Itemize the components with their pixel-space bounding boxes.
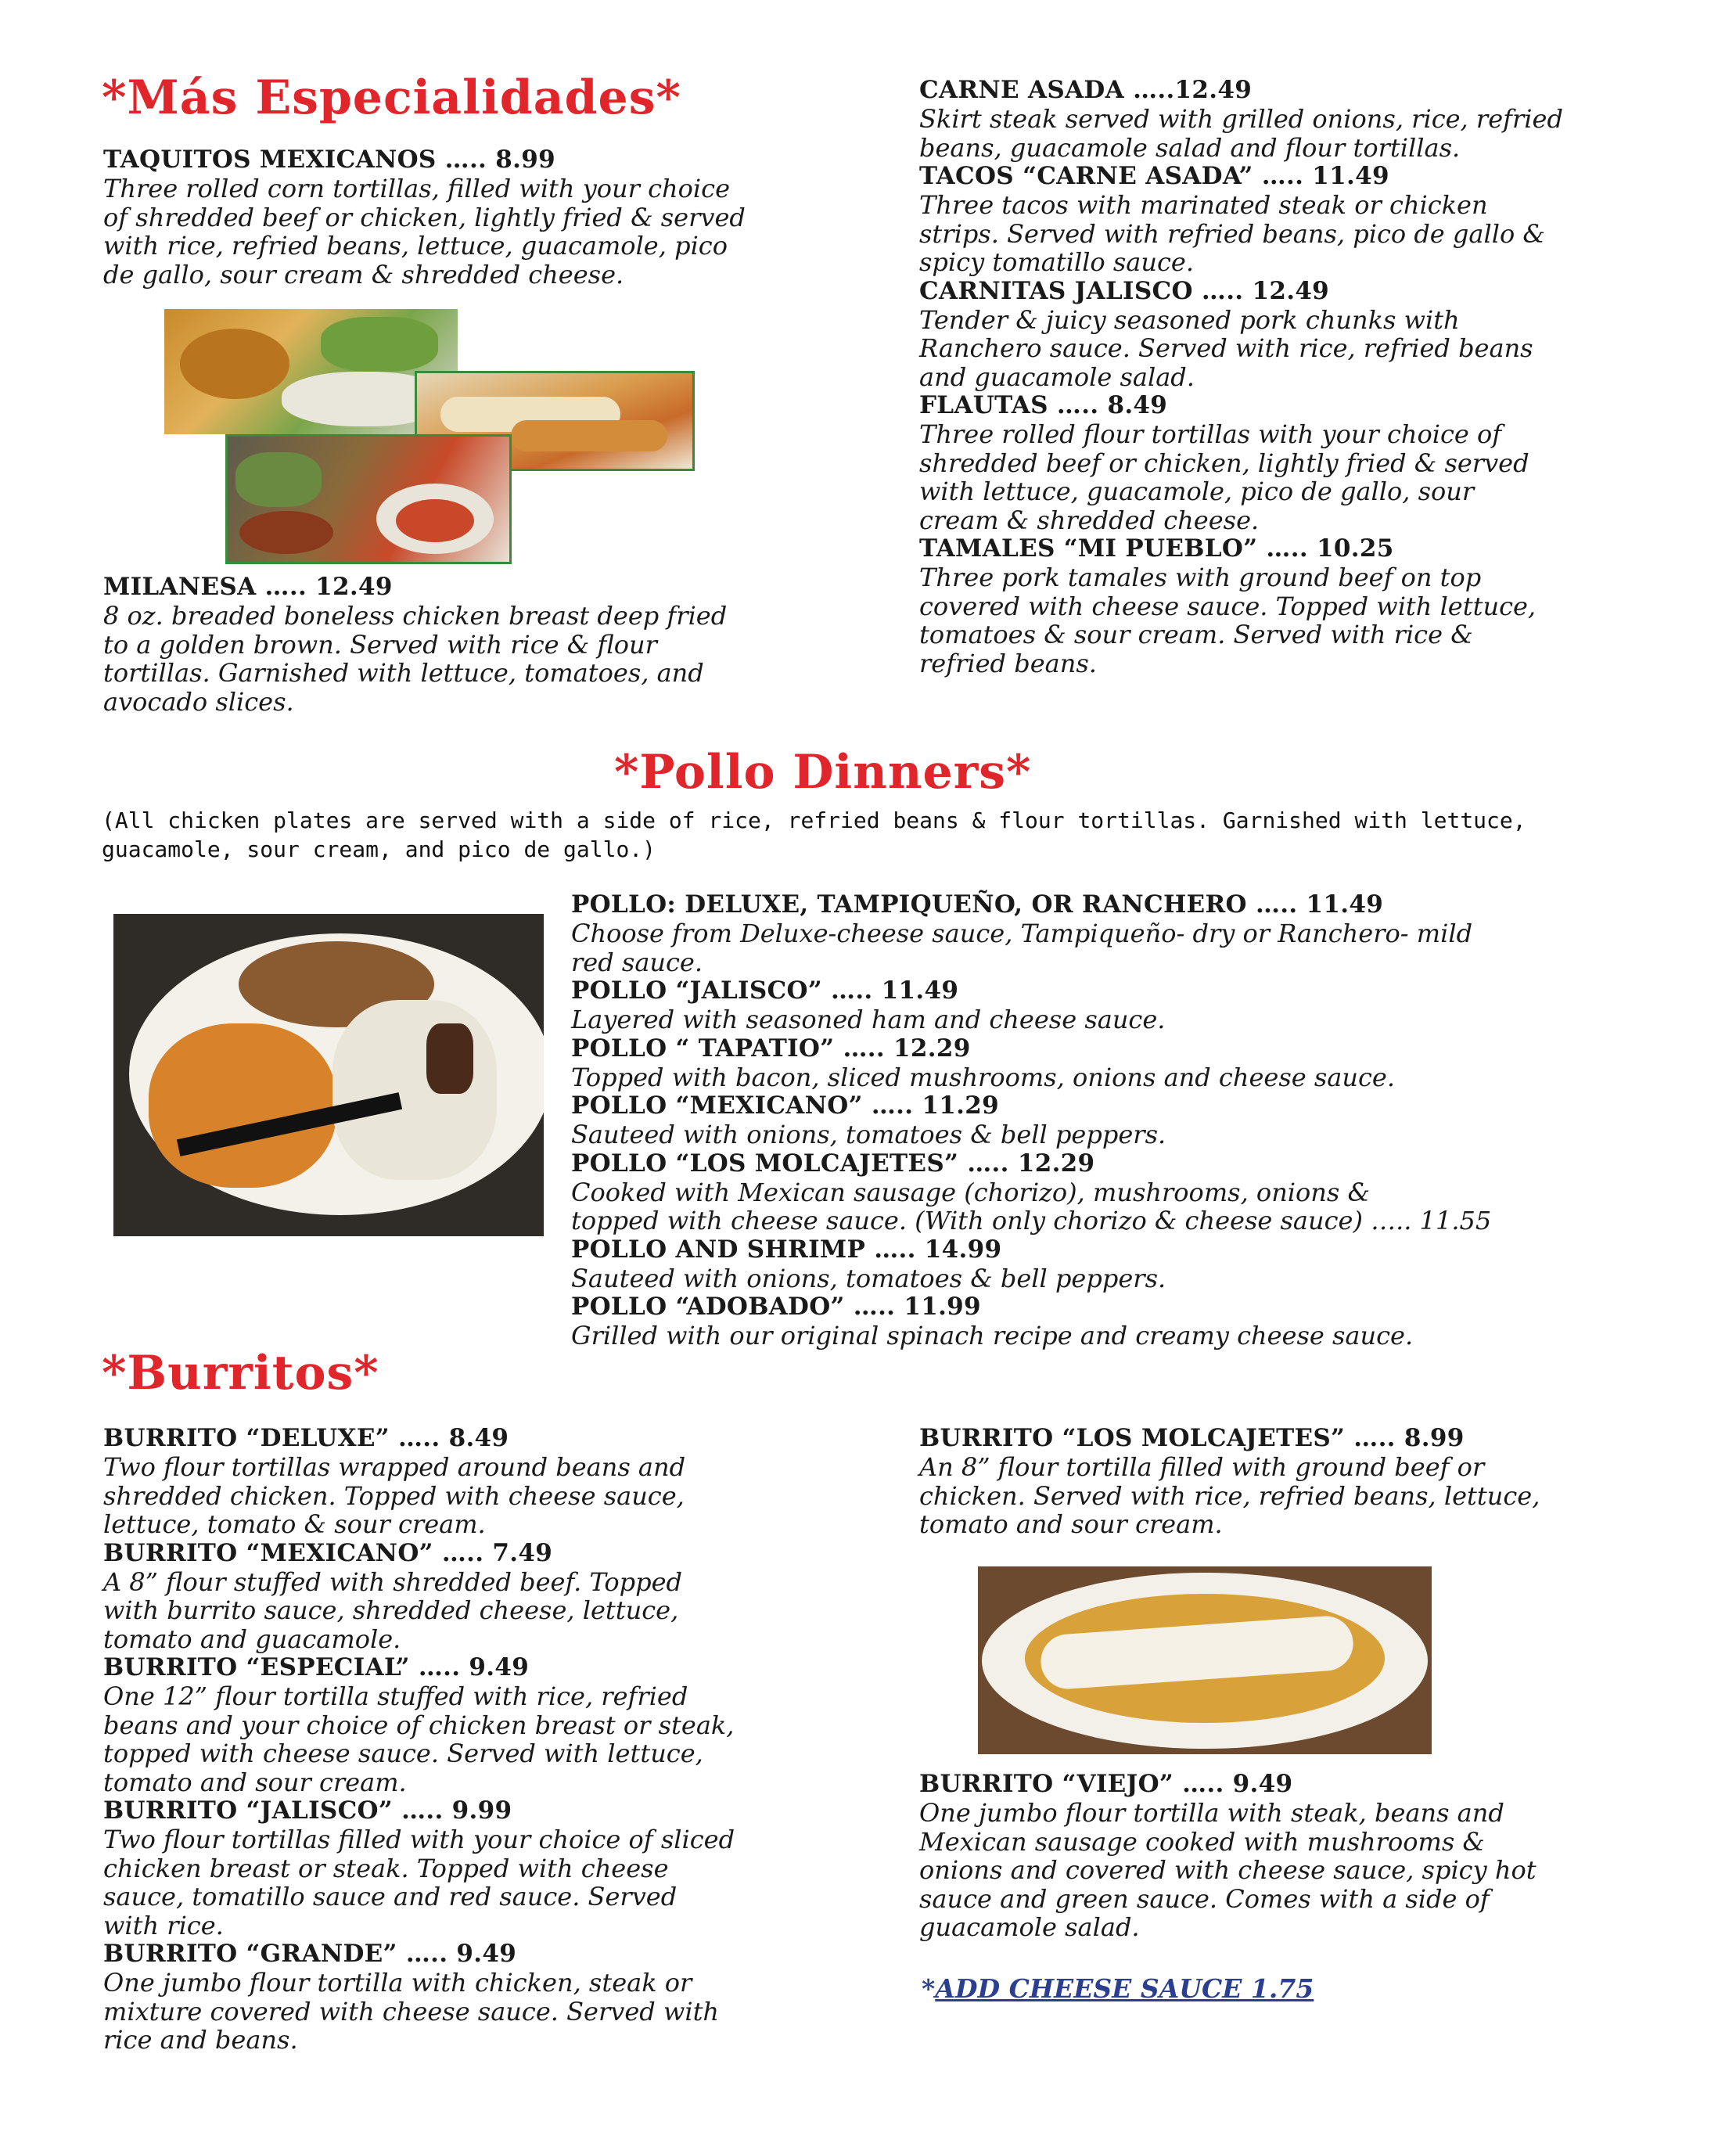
item-desc: Choose from Deluxe-cheese sauce, Tampiqueño- dry or Ranchero- mild red sauce. <box>571 919 1473 977</box>
item-title: FLAUTAS ….. 8.49 <box>919 391 1168 419</box>
item-desc: Skirt steak served with grilled onions, rice, refried beans, guacamole salad and flour tortillas. <box>919 104 1563 163</box>
item-title: BURRITO “DELUXE” ….. 8.49 <box>103 1424 509 1452</box>
item-desc: Three tacos with marinated steak or chicken strips. Served with refried beans, pico de gallo & spicy tomatillo sauce. <box>919 190 1545 277</box>
burritos-right-top <box>919 1424 1702 1539</box>
section-title-burritos: *Burritos* <box>102 1346 379 1401</box>
item-desc: Three rolled corn tortillas, filled with your choice of shredded beef or chicken, lightly fried & served with rice, refried beans, lettuce, guacamole, pico de gallo, sour cream & shredded cheese. <box>103 174 746 290</box>
menu-item <box>919 1424 1702 1539</box>
item-title: BURRITO “GRANDE” ….. 9.49 <box>103 1940 517 1968</box>
item-desc: Three pork tamales with ground beef on top covered with cheese sauce. Topped with lettuce, tomatoes & sour cream. Served with rice & refried beans. <box>919 563 1537 678</box>
pollo-items <box>571 890 1713 1350</box>
burritos-right-bottom <box>919 1770 1702 1942</box>
section-title-especialidades: *Más Especialidades* <box>102 70 681 125</box>
menu-item <box>103 1940 854 2055</box>
menu-item <box>571 890 1713 976</box>
item-title: POLLO “ADOBADO” ….. 11.99 <box>571 1293 981 1321</box>
item-desc: Grilled with our original spinach recipe and creamy cheese sauce. <box>571 1321 1414 1350</box>
item-title: BURRITO “LOS MOLCAJETES” ….. 8.99 <box>919 1424 1465 1452</box>
especialidades-left-top <box>103 146 854 289</box>
item-desc: One jumbo flour tortilla with chicken, steak or mixture covered with cheese sauce. Served with rice and beans. <box>103 1968 720 2055</box>
menu-item <box>571 1091 1713 1149</box>
menu-item <box>919 162 1702 277</box>
menu-item <box>919 277 1702 392</box>
item-desc: Two flour tortillas wrapped around beans and shredded chicken. Topped with cheese sauce, lettuce, tomato & sour cream. <box>103 1452 686 1539</box>
especialidades-left-bottom <box>103 573 854 716</box>
menu-item <box>103 1796 854 1940</box>
menu-item <box>103 1653 854 1796</box>
menu-item <box>919 391 1702 534</box>
item-desc: A 8” flour stuffed with shredded beef. Topped with burrito sauce, shredded cheese, lettuce, tomato and guacamole. <box>103 1566 683 1654</box>
menu-item <box>919 1770 1702 1942</box>
pollo-photo <box>113 914 544 1236</box>
menu-item <box>919 76 1702 162</box>
taquitos-photo <box>164 309 458 434</box>
menu-item <box>103 573 854 716</box>
burritos-left <box>103 1424 854 2055</box>
item-title: POLLO “LOS MOLCAJETES” ….. 12.29 <box>571 1149 1095 1178</box>
menu-item <box>103 146 854 289</box>
item-title: BURRITO “ESPECIAL” ….. 9.49 <box>103 1653 530 1681</box>
add-cheese-sauce-link[interactable] <box>922 1973 1314 2004</box>
item-desc: Two flour tortillas filled with your choice of sliced chicken breast or steak. Topped with cheese sauce, tomatillo sauce and red sauce. Served with rice. <box>103 1825 735 1940</box>
item-desc: An 8” flour tortilla filled with ground beef or chicken. Served with rice, refried beans, lettuce, tomato and sour cream. <box>919 1452 1540 1539</box>
menu-item <box>103 1424 854 1539</box>
menu-item <box>103 1539 854 1654</box>
item-desc: Sauteed with onions, tomatoes & bell peppers. <box>571 1263 1166 1293</box>
item-title: MILANESA ….. 12.49 <box>103 573 393 601</box>
item-desc: Sauteed with onions, tomatoes & bell peppers. <box>571 1120 1166 1149</box>
tamales-photo <box>225 434 512 564</box>
item-desc: Layered with seasoned ham and cheese sauce. <box>571 1005 1166 1034</box>
item-desc: Three rolled flour tortillas with your choice of shredded beef or chicken, lightly fried & served with lettuce, guacamole, pico de gallo, sour cream & shredded cheese. <box>919 419 1529 535</box>
addon-star: * <box>922 1973 936 2004</box>
especialidades-right <box>919 76 1702 678</box>
pollo-note: (All chicken plates are served with a side of rice, refried beans & flour tortillas. Garnished with lettuce, guacamole, sour cream, and pico de gallo.) <box>102 807 1526 862</box>
item-desc: 8 oz. breaded boneless chicken breast deep fried to a golden brown. Served with rice & flour tortillas. Garnished with lettuce, tomatoes, and avocado slices. <box>103 601 728 717</box>
item-title: BURRITO “MEXICANO” ….. 7.49 <box>103 1538 553 1567</box>
menu-item <box>571 976 1713 1034</box>
item-desc: Topped with bacon, sliced mushrooms, onions and cheese sauce. <box>571 1062 1395 1092</box>
item-desc: Cooked with Mexican sausage (chorizo), mushrooms, onions & topped with cheese sauce. (With only chorizo & cheese sauce) ….. 11.55 <box>571 1177 1492 1235</box>
addon-text: ADD CHEESE SAUCE 1.75 <box>935 1973 1314 2004</box>
item-title: POLLO AND SHRIMP ….. 14.99 <box>571 1235 1002 1264</box>
item-title: POLLO “JALISCO” ….. 11.49 <box>571 976 959 1005</box>
item-title: TAQUITOS MEXICANOS ….. 8.99 <box>103 146 555 174</box>
item-title: BURRITO “JALISCO” ….. 9.99 <box>103 1796 512 1825</box>
menu-item <box>571 1149 1713 1235</box>
item-title: POLLO “ TAPATIO” ….. 12.29 <box>571 1034 971 1063</box>
item-title: BURRITO “VIEJO” ….. 9.49 <box>919 1770 1293 1798</box>
menu-item <box>571 1034 1713 1092</box>
item-title: POLLO: DELUXE, TAMPIQUEÑO, OR RANCHERO ….. 11.49 <box>571 890 1384 919</box>
burrito-photo <box>978 1566 1432 1754</box>
menu-item <box>919 534 1702 678</box>
item-title: TAMALES “MI PUEBLO” ….. 10.25 <box>919 534 1394 563</box>
item-desc: One 12” flour tortilla stuffed with rice, refried beans and your choice of chicken breast or steak, topped with cheese sauce. Served with lettuce, tomato and sour cream. <box>103 1681 735 1797</box>
item-title: CARNITAS JALISCO ….. 12.49 <box>919 276 1330 305</box>
menu-item <box>571 1293 1713 1350</box>
item-title: CARNE ASADA …..12.49 <box>919 76 1253 104</box>
menu-item <box>571 1235 1713 1293</box>
item-desc: Tender & juicy seasoned pork chunks with Ranchero sauce. Served with rice, refried beans and guacamole salad. <box>919 304 1533 392</box>
section-title-pollo: *Pollo Dinners* <box>614 745 1032 800</box>
item-desc: One jumbo flour tortilla with steak, beans and Mexican sausage cooked with mushrooms & onions and covered with cheese sauce, spicy hot sauce and green sauce. Comes with a side of guacamole salad. <box>919 1798 1537 1942</box>
item-title: TACOS “CARNE ASADA” ….. 11.49 <box>919 162 1389 190</box>
item-title: POLLO “MEXICANO” ….. 11.29 <box>571 1091 999 1120</box>
